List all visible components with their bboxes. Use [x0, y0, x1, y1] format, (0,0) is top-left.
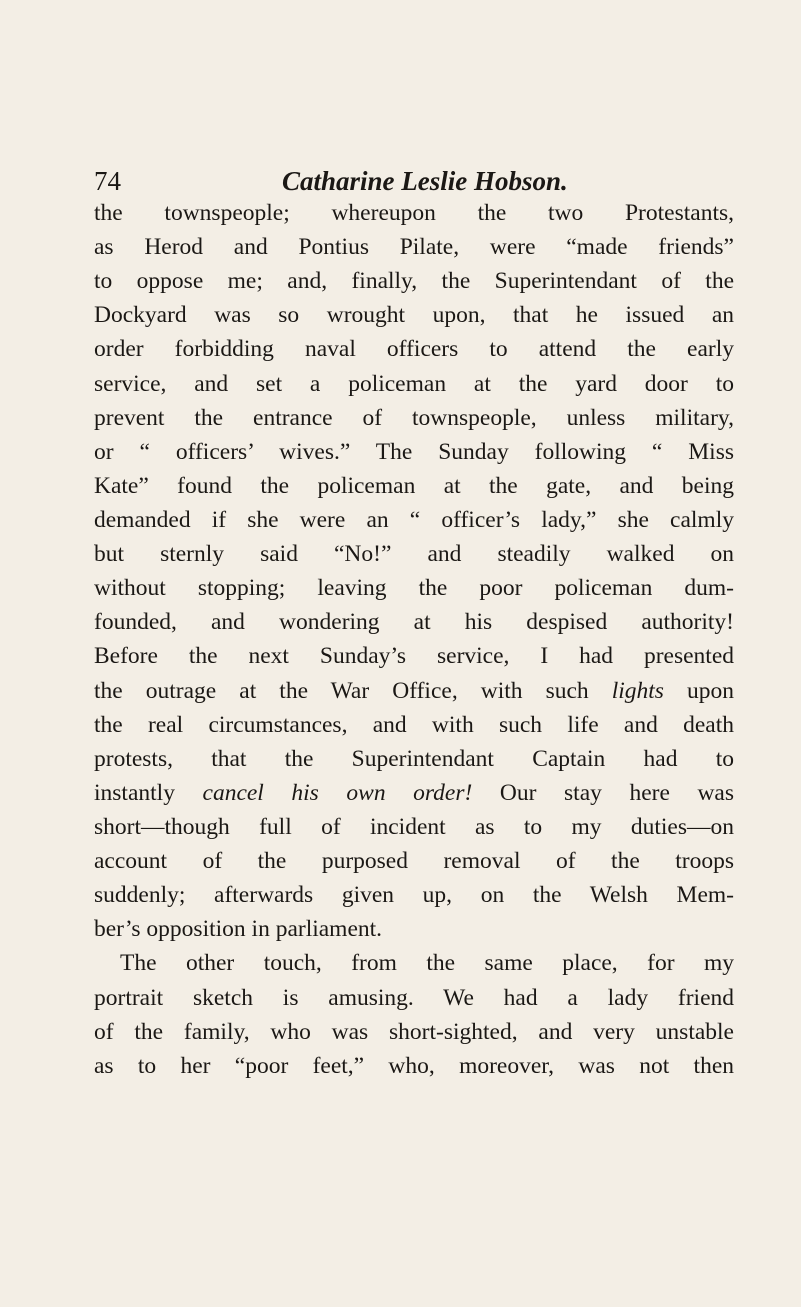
text-segment: upon — [663, 677, 735, 704]
text-line-content — [94, 605, 734, 639]
italic-text: lights — [611, 677, 664, 704]
text-line — [94, 946, 734, 980]
text-segment: short—though full of incident as to my duties—on — [94, 813, 734, 840]
text-segment: the real circumstances, and with such life and death — [94, 711, 734, 738]
text-line-content — [94, 708, 734, 742]
text-line-content — [94, 1049, 734, 1083]
text-segment: Dockyard was so wrought upon, that he issued an — [94, 302, 734, 329]
text-segment: The other touch, from the same place, for my — [120, 950, 734, 977]
text-line — [94, 298, 734, 332]
text-segment: the townspeople; whereupon the two Protestants, — [94, 200, 734, 226]
text-line — [94, 230, 734, 264]
text-segment: without stopping; leaving the poor policeman dum- — [94, 575, 734, 602]
text-segment: order forbidding naval officers to attend the early — [94, 336, 734, 363]
text-line — [94, 878, 734, 912]
text-line — [94, 912, 734, 946]
text-line — [94, 571, 734, 605]
text-line-content — [94, 230, 734, 264]
text-line — [94, 367, 734, 401]
text-segment: the outrage at the War Office, with such — [94, 677, 612, 704]
text-segment: of the family, who was short-sighted, and very unstable — [94, 1018, 734, 1045]
text-segment: ber’s opposition in parliament. — [94, 916, 383, 943]
text-line — [94, 264, 734, 298]
text-line — [94, 776, 734, 810]
text-line-content — [94, 469, 734, 503]
text-line — [94, 1015, 734, 1049]
text-segment: account of the purposed removal of the troops — [94, 848, 734, 875]
text-line-content — [94, 981, 734, 1015]
text-line — [94, 435, 734, 469]
running-head: Catharine Leslie Hobson. — [282, 166, 568, 196]
text-line-content — [94, 264, 734, 298]
text-segment: Our stay here was — [472, 779, 734, 806]
text-line — [94, 674, 734, 708]
text-line-content — [94, 196, 734, 230]
text-line-content — [94, 537, 734, 571]
text-segment: Before the next Sunday’s service, I had presented — [94, 643, 734, 670]
text-segment: instantly — [94, 779, 203, 806]
text-line — [94, 196, 734, 230]
text-line-content — [94, 639, 734, 673]
text-segment: protests, that the Superintendant Captain had to — [94, 745, 734, 772]
text-line-content — [94, 1015, 734, 1049]
text-segment: prevent the entrance of townspeople, unless military, — [94, 404, 734, 431]
text-line — [94, 708, 734, 742]
text-line-content — [94, 298, 734, 332]
text-line — [94, 605, 734, 639]
text-segment: suddenly; afterwards given up, on the Welsh Mem- — [94, 882, 734, 909]
text-line-content — [94, 674, 734, 708]
text-line — [94, 469, 734, 503]
text-line-content — [94, 332, 734, 366]
text-line — [94, 1049, 734, 1083]
text-line — [94, 332, 734, 366]
text-segment: to oppose me; and, finally, the Superintendant of the — [94, 268, 734, 295]
text-segment: service, and set a policeman at the yard door to — [94, 370, 734, 397]
text-line-content — [94, 946, 734, 980]
text-line — [94, 537, 734, 571]
page-number: 74 — [94, 166, 121, 196]
text-line — [94, 742, 734, 776]
text-line-content — [94, 742, 734, 776]
text-segment: demanded if she were an “ officer’s lady,” she calmly — [94, 506, 734, 533]
text-line — [94, 639, 734, 673]
text-segment: as Herod and Pontius Pilate, were “made friends” — [94, 234, 734, 261]
text-segment: portrait sketch is amusing. We had a lady friend — [94, 984, 734, 1011]
text-line-content — [94, 367, 734, 401]
page-header — [0, 163, 801, 199]
text-line — [94, 503, 734, 537]
text-line-content — [94, 810, 734, 844]
text-line-content — [94, 435, 734, 469]
text-line-content — [94, 878, 734, 912]
text-line — [94, 401, 734, 435]
text-line-content — [94, 844, 734, 878]
italic-text: cancel his own order! — [202, 779, 473, 806]
text-line — [94, 810, 734, 844]
text-line-content — [94, 503, 734, 537]
text-line-content — [94, 912, 382, 946]
text-line-content — [94, 776, 734, 810]
text-line-content — [94, 401, 734, 435]
text-segment: founded, and wondering at his despised authority! — [94, 609, 734, 636]
text-line — [94, 844, 734, 878]
text-segment: Kate” found the policeman at the gate, and being — [94, 472, 734, 499]
text-segment: but sternly said “No!” and steadily walked on — [94, 541, 734, 568]
body-text — [94, 196, 734, 1083]
text-line — [94, 981, 734, 1015]
text-line-content — [94, 571, 734, 605]
text-segment: or “ officers’ wives.” The Sunday following “ Miss — [94, 438, 734, 465]
text-segment: as to her “poor feet,” who, moreover, was not then — [94, 1052, 734, 1079]
